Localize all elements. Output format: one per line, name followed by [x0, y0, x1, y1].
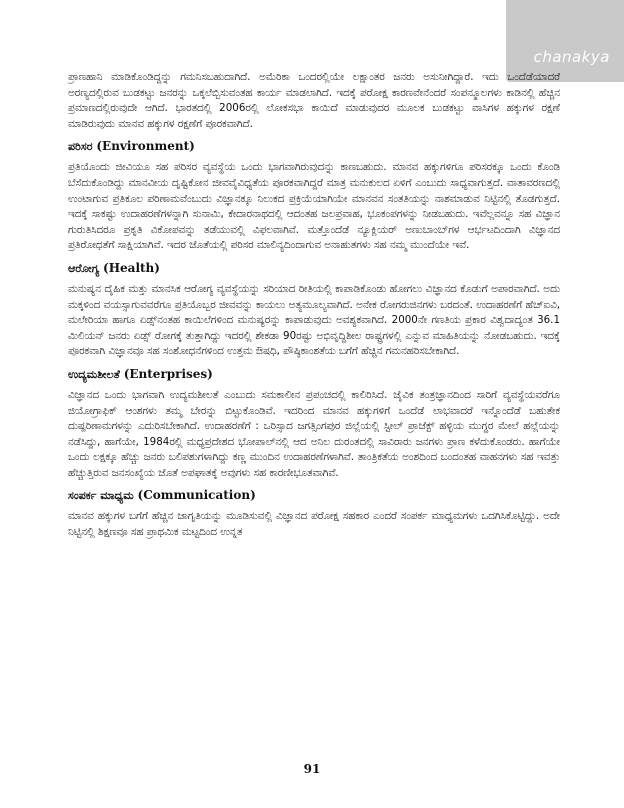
health-paragraph: ಮನುಷ್ಯನ ದೈಹಿಕ ಮತ್ತು ಮಾನಸಿಕ ಆರೋಗ್ಯ ವ್ಯವಸ್ಥೆಯನ್ನು ಸರಿಯಾದ ರೀತಿಯಲ್ಲಿ ಕಾಪಾಡಿಕೊಂಡು ಹೋಗಲು ವಿಜ್ಞಾನದ ಕೊಡುಗೆ ಅಪಾರವಾಗಿದೆ. ಅದು ಮಕ್ಕಳಿಂದ ವಯಸ್ಸಾಗುವವರೆಗೂ ಪ್ರತಿಯೊಬ್ಬರ ಜೀವವನ್ನು ಕಾಯಲು ಅತ್ಯಮೂಲ್ಯವಾಗಿದೆ. ಅನೇಕ ರೋಗರುಜಿನಗಳು ಬರದಂತೆ. ಉದಾಹರಣೆಗೆ ಹೆಚ್ಐವಿ, ಮಲೇರಿಯಾ ಹಾಗೂ ಏಡ್ಸ್‌ನಂತಹ ಕಾಯಿಲೆಗಳಿಂದ ಮನುಷ್ಯರನ್ನು ಕಾಪಾಡುವುದು ಅವಶ್ಯಕವಾಗಿದೆ. 2000ನೇ ಗಣತಿಯ ಪ್ರಕಾರ ವಿಶ್ವದಾದ್ಯಂತ 36.1 ಮಿಲಿಯನ್ ಜನರು ಏಡ್ಸ್ ರೋಗಕ್ಕೆ ತುತ್ತಾಗಿದ್ದು ಇದರಲ್ಲಿ ಶೇಕಡಾ 90ರಷ್ಟು ಅಭಿವೃದ್ಧಿಶೀಲ ರಾಷ್ಟ್ರಗಳಲ್ಲಿ ಎನ್ನುವ ಮಾಹಿತಿಯನ್ನು ನೋಡಬಹುದು. ಇದಕ್ಕೆ ಪೂರಕವಾಗಿ ವಿಜ್ಞಾನವೂ ಸಹ ಸಂಶೋಧನೆಗಳಿಂದ ಉತ್ತಮ ಔಷಧಿ, ಪೌಷ್ಠಿಕಾಂಶತೆಯ ಬಗೆಗೆ ಹೆಚ್ಚಿನ ಗಮನಹರಿಸಬೇಕಾಗಿದೆ.	[68, 282, 560, 358]
heading-english: (Communication)	[137, 488, 256, 503]
section-heading-environment	[68, 139, 560, 154]
enterprises-paragraph: ವಿಜ್ಞಾನದ ಒಂದು ಭಾಗವಾಗಿ ಉದ್ಯಮಶೀಲತೆ ಎಂಬುದು ಸಮಕಾಲೀನ ಪ್ರಪಂಚದಲ್ಲಿ ಕಾಲಿರಿಸಿದೆ. ಜೈವಿಕ ತಂತ್ರಜ್ಞಾನದಿಂದ ಸಾರಿಗೆ ವ್ಯವಸ್ಥೆಯವರೆಗೂ ಜಿಯೋಗ್ರಾಫಿಕ್ ಆಂಶಗಳು ತಮ್ಮ ಬೇರನ್ನು ಬಿಟ್ಟುಕೊಂಡಿವೆ. ಇದರಿಂದ ಮಾನವ ಹಕ್ಕುಗಳಿಗೆ ಒಂದೆಡೆ ಲಾಭವಾದರೆ ಇನ್ನೊಂದೆಡೆ ಬಹುತೇಕ ದುಷ್ಪರಿಣಾಮಗಳನ್ನು ಎದುರಿಸಬೇಕಾಗಿದೆ. ಉದಾಹರಣೆಗೆ : ಒರಿಸ್ಸಾದ ಜಗತ್ಸಿಂಗಪುರ ಜಿಲ್ಲೆಯಲ್ಲಿ ಸ್ಟೀಲ್ ಪ್ರಾಜೆಕ್ಟ್ ಹಳ್ಳಿಯ ಮುಗ್ಧರ ಮೇಲೆ ಹಲ್ಲೆಯನ್ನು ನಡೆಸಿದ್ದು, ಹಾಗೆಯೇ, 1984ರಲ್ಲಿ ಮಧ್ಯಪ್ರದೇಶದ ಭೋಪಾಲ್‌ನಲ್ಲಿ ಆದ ಅನಿಲ ದುರಂತದಲ್ಲಿ ಸಾವಿರಾರು ಜನಗಳು ಪ್ರಾಣ ಕಳೆದುಕೊಂಡರು. ಹಾಗೆಯೇ ಒಂದು ಲಕ್ಷಕ್ಕೂ ಹೆಚ್ಚು ಜನರು ಬಲಿಪಶುಗಳಾಗಿದ್ದು ಕಣ್ಣ ಮುಂದಿನ ಉದಾಹರಣೆಗಳಾಗಿವೆ. ತಾಂತ್ರಿಕತೆಯ ಅಂಶದಿಂದ ಬಂದಂತಹ ವಾಹನಗಳು ಸಹ ಇವತ್ತು ಹೆಚ್ಚುತ್ತಿರುವ ಜನಸಂಖ್ಯೆಯ ಜೊತೆ ಅಪಘಾತಕ್ಕೆ ಅವುಗಳು ಸಹ ಕಾರಣೀಭೂತವಾಗಿವೆ.	[68, 388, 560, 479]
intro-paragraph: ಪ್ರಾಣಹಾನಿ ಮಾಡಿಕೊಂಡಿದ್ದನ್ನು ಗಮನಿಸಬಹುದಾಗಿದೆ. ಅಮೆರಿಕಾ ಒಂದರಲ್ಲಿಯೇ ಲಕ್ಷಾಂತರ ಜನರು ಅಸುನೀಗಿದ್ದಾರೆ. ಇದು ಒಂದೆಡೆಯಾದರೆ ಅರಣ್ಯದಲ್ಲಿರುವ ಬುಡಕಟ್ಟು ಜನರನ್ನು ಒಕ್ಕಲೆಬ್ಬಿಸುವಂತಹ ಕಾರ್ಯ ಮಾಡಲಾಗಿದೆ. ಇದಕ್ಕೆ ಪರೋಕ್ಷ ಕಾರಣವೇನೆಂದರೆ ಸಂಪನ್ಮೂಲಗಳು ಕಾಡಿನಲ್ಲಿ ಹೆಚ್ಚಿನ ಪ್ರಮಾಣದಲ್ಲಿರುವುದೇ ಆಗಿದೆ. ಭಾರತದಲ್ಲಿ 2006ರಲ್ಲಿ ಲೋಕಸಭಾ ಕಾಯಿದೆ ಮಾಡುವುದರ ಮೂಲಕ ಬುಡಕಟ್ಟು ವಾಸಿಗಳ ಹಕ್ಕುಗಳ ರಕ್ಷಣೆ ಮಾಡಿರುವುದು ಮಾನವ ಹಕ್ಕುಗಳ ರಕ್ಷಣೆಗೆ ಪೂರಕವಾಗಿದೆ.	[68, 71, 560, 130]
page-body	[68, 70, 560, 545]
heading-kannada: ಸಂಪರ್ಕ ಮಾಧ್ಯಮ	[68, 489, 134, 503]
brand-logo-text: chanakya	[533, 48, 610, 66]
section-heading-health	[68, 261, 560, 276]
environment-paragraph: ಪ್ರತಿಯೊಂದು ಜೀವಿಯೂ ಸಹ ಪರಿಸರ ವ್ಯವಸ್ಥೆಯ ಒಂದು ಭಾಗವಾಗಿರುವುದನ್ನು ಕಾಣಬಹುದು. ಮಾನವ ಹಕ್ಕುಗಳಿಗೂ ಪರಿಸರಕ್ಕೂ ಒಂದು ಕೊಂಡಿ ಬೆಸೆದುಕೊಂಡಿದ್ದು ಮಾನವೀಯ ದೃಷ್ಟಿಕೋನ ಜೀವವೈವಿಧ್ಯತೆಯ ಪೂರಕವಾಗಿದ್ದರೆ ಮಾತ್ರ ಮನುಕುಲದ ಏಳಿಗೆ ಎಂಬುದು ಸಾಧ್ಯವಾಗುತ್ತದೆ. ವಾತಾವರಣದಲ್ಲಿ ಉಂಟಾಗುವ ಪ್ರತಿಕೂಲ ಪರಿಣಾಮವೆಂಬುದು ವಿಜ್ಞಾನಕ್ಕೂ ನಿಲುಕದ ಪ್ರಕ್ರಿಯೆಯಾಗಿಯೇ ಮಾನವನ ಸಂತತಿಯನ್ನು ನಾಶಮಾಡುವ ನಿಟ್ಟಿನಲ್ಲಿ ತೊಡಗುತ್ತದೆ. ಇದಕ್ಕೆ ಸಾಕಷ್ಟು ಉದಾಹರಣೆಗಳನ್ನಾಗಿ ಸುನಾಮಿ, ಕೇದಾರನಾಥದಲ್ಲಿ ಆದಂತಹ ಜಲಪ್ರವಾಹ, ಭೂಕಂಪಗಳನ್ನು ನೀಡಬಹುದು. ಇವೆಲ್ಲವನ್ನೂ ಸಹ ವಿಜ್ಞಾನ ಗುರುತಿಸಿದರೂ ಪ್ರಕೃತಿ ವಿಕೋಪವನ್ನು ತಡೆಯುವಲ್ಲಿ ವಿಫಲವಾಗಿವೆ. ಮತ್ತೊಂದೆಡೆ ನ್ಯೂಕ್ಲಿಯರ್ ಅಣುಬಾಂಬ್‌ಗಳ ಆರ್ಭಟದಿಂದಾಗಿ ವಿಜ್ಞಾನದ ಪ್ರತಿರೋಧತೆಗೆ ಸಾಕ್ಷಿಯಾಗಿವೆ. ಇದರ ಜೊತೆಯಲ್ಲಿ ಪರಿಸರ ಮಾಲಿನ್ಯದಿಂದಾಗುವ ಅನಾಹುತಗಳು ಸಹ ನಮ್ಮ ಮುಂದೆಯೇ ಇವೆ.	[68, 161, 560, 252]
page-number: 91	[303, 762, 321, 776]
heading-english: (Health)	[103, 260, 160, 275]
section-heading-communication	[68, 488, 560, 503]
heading-english: (Environment)	[96, 139, 195, 154]
heading-kannada: ಉದ್ಯಮಶೀಲತೆ	[68, 367, 120, 381]
communication-paragraph: ಮಾನವ ಹಕ್ಕುಗಳ ಬಗೆಗೆ ಹೆಚ್ಚಿನ ಜಾಗೃತಿಯನ್ನು ಮೂಡಿಸುವಲ್ಲಿ ವಿಜ್ಞಾನದ ಪರೋಕ್ಷ ಸಹಕಾರ ಎಂದರೆ ಸಂಪರ್ಕ ಮಾಧ್ಯಮಗಳು ಒದಗಿಸಿಕೊಟ್ಟಿದ್ದು. ಅದೇ ನಿಟ್ಟಿನಲ್ಲಿ ಶಿಕ್ಷಣವೂ ಸಹ ಪ್ರಾಥಮಿಕ ಮಟ್ಟದಿಂದ ಉನ್ನತ	[68, 510, 560, 539]
heading-kannada: ಪರಿಸರ	[68, 140, 93, 154]
section-heading-enterprises	[68, 367, 560, 382]
heading-english: (Enterprises)	[123, 366, 213, 381]
heading-kannada: ಆರೋಗ್ಯ	[68, 261, 100, 275]
